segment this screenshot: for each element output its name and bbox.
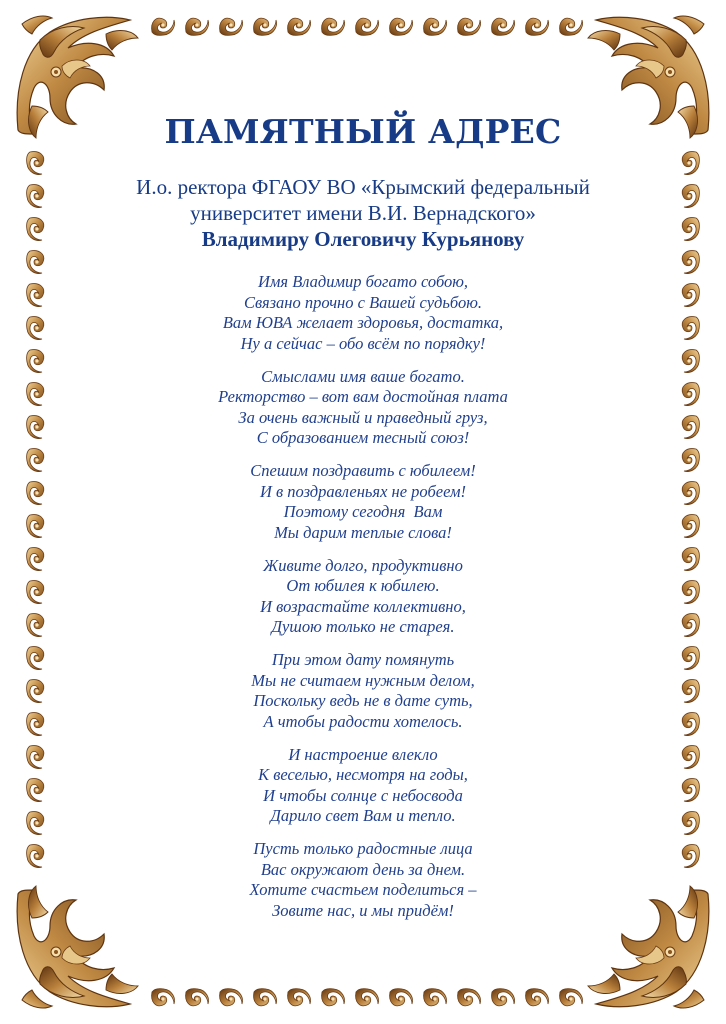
- border-scroll-ornament: [152, 989, 175, 1006]
- border-scroll-ornament: [152, 18, 175, 35]
- border-scroll-ornament: [682, 383, 699, 406]
- border-scroll-ornament: [27, 515, 44, 538]
- border-scroll-ornament: [27, 416, 44, 439]
- poem-line: А чтобы радости хотелось.: [263, 711, 463, 731]
- border-scroll-ornament: [322, 18, 345, 35]
- poem-stanza: [80, 650, 646, 732]
- poem-stanza: [80, 461, 646, 543]
- border-scroll-ornament: [526, 18, 549, 35]
- border-scroll-ornament: [560, 18, 583, 35]
- border-scroll-ornament: [682, 548, 699, 571]
- poem-stanza: [80, 839, 646, 921]
- poem-line: Поэтому сегодня Вам: [283, 502, 443, 521]
- border-scroll-ornament: [27, 713, 44, 736]
- border-scroll-ornament: [492, 989, 515, 1006]
- poem-stanza: [80, 272, 646, 354]
- border-scroll-ornament: [27, 680, 44, 703]
- poem-line: К веселью, несмотря на годы,: [258, 765, 468, 784]
- poem-line: Поскольку ведь не в дате суть,: [253, 691, 473, 710]
- border-scroll-ornament: [27, 647, 44, 670]
- border-scroll-ornament: [682, 185, 699, 208]
- border-scroll-ornament: [682, 647, 699, 670]
- border-scroll-ornament: [288, 18, 311, 35]
- document-title: ПАМЯТНЫЙ АДРЕС: [164, 112, 562, 151]
- border-scroll-ornament: [682, 515, 699, 538]
- border-scroll-ornament: [27, 548, 44, 571]
- border-scroll-ornament: [390, 989, 413, 1006]
- addressee-name: Владимиру Олеговичу Курьянову: [201, 227, 525, 251]
- border-scroll-ornament: [27, 383, 44, 406]
- border-scroll-ornament: [682, 680, 699, 703]
- poem-line: И настроение влекло: [288, 744, 438, 764]
- border-scroll-ornament: [288, 989, 311, 1006]
- poem-line: Смыслами имя ваше богато.: [261, 366, 465, 386]
- poem-line: Ну а сейчас – обо всём по порядку!: [240, 333, 486, 353]
- border-scroll-ornament: [27, 218, 44, 241]
- border-scroll-ornament: [186, 18, 209, 35]
- border-scroll-ornament: [682, 812, 699, 835]
- border-scroll-ornament: [682, 845, 699, 868]
- border-scroll-ornament: [682, 449, 699, 472]
- border-scroll-ornament: [682, 218, 699, 241]
- addressee-block: [80, 174, 646, 252]
- border-scroll-ornament: [27, 350, 44, 373]
- border-scroll-ornament: [682, 779, 699, 802]
- border-scroll-ornament: [27, 845, 44, 868]
- border-top: [152, 18, 583, 35]
- border-scroll-ornament: [682, 416, 699, 439]
- poem-line: Связано прочно с Вашей судьбою.: [244, 292, 482, 312]
- border-scroll-ornament: [27, 185, 44, 208]
- border-scroll-ornament: [27, 581, 44, 604]
- border-scroll-ornament: [682, 746, 699, 769]
- poem-line: Вам ЮВА желает здоровья, достатка,: [222, 313, 504, 332]
- border-scroll-ornament: [254, 18, 277, 35]
- poem-line: Вас окружают день за днем.: [260, 859, 466, 879]
- poem-line: Зовите нас, и мы придём!: [272, 900, 454, 920]
- border-scroll-ornament: [27, 812, 44, 835]
- poem-line: Душою только не старея.: [271, 617, 455, 636]
- border-scroll-ornament: [682, 350, 699, 373]
- border-scroll-ornament: [682, 152, 699, 175]
- border-scroll-ornament: [682, 317, 699, 340]
- border-scroll-ornament: [27, 614, 44, 637]
- border-scroll-ornament: [682, 581, 699, 604]
- poem-line: Мы не считаем нужным делом,: [251, 670, 475, 690]
- poem-stanza: [80, 556, 646, 638]
- border-scroll-ornament: [254, 989, 277, 1006]
- border-scroll-ornament: [220, 989, 243, 1006]
- poem-line: Мы дарим теплые слова!: [274, 522, 452, 542]
- border-scroll-ornament: [682, 614, 699, 637]
- border-scroll-ornament: [356, 18, 379, 35]
- addressee-position-line-1: И.о. ректора ФГАОУ ВО «Крымский федеральный: [136, 175, 590, 199]
- border-scroll-ornament: [27, 746, 44, 769]
- poem-stanza: [80, 367, 646, 449]
- border-scroll-ornament: [322, 989, 345, 1006]
- border-left: [27, 152, 44, 868]
- poem-line: От юбилея к юбилею.: [286, 576, 440, 595]
- border-bottom: [152, 989, 583, 1006]
- border-scroll-ornament: [560, 989, 583, 1006]
- border-scroll-ornament: [27, 449, 44, 472]
- poem-line: И в поздравленьях не робеем!: [259, 481, 467, 501]
- border-scroll-ornament: [492, 18, 515, 35]
- poem-line: При этом дату помянуть: [271, 650, 455, 669]
- border-scroll-ornament: [27, 251, 44, 274]
- certificate-content: [80, 110, 646, 934]
- poem-line: С образованием тесный союз!: [256, 428, 470, 447]
- addressee-position-line-2: университет имени В.И. Вернадского»: [190, 201, 536, 225]
- border-scroll-ornament: [27, 152, 44, 175]
- poem-line: И чтобы солнце с небосвода: [263, 785, 463, 805]
- border-right: [682, 152, 699, 868]
- border-scroll-ornament: [682, 284, 699, 307]
- border-scroll-ornament: [458, 989, 481, 1006]
- poem-line: Хотите счастьем поделиться –: [249, 880, 477, 899]
- border-scroll-ornament: [424, 18, 447, 35]
- poem-line: Ректорство – вот вам достойная плата: [218, 387, 508, 406]
- poem-line: Дарило свет Вам и тепло.: [270, 806, 456, 825]
- border-scroll-ornament: [220, 18, 243, 35]
- border-scroll-ornament: [458, 18, 481, 35]
- border-scroll-ornament: [27, 482, 44, 505]
- border-scroll-ornament: [424, 989, 447, 1006]
- poem-line: Спешим поздравить с юбилеем!: [250, 461, 476, 480]
- border-scroll-ornament: [682, 713, 699, 736]
- border-scroll-ornament: [186, 989, 209, 1006]
- poem-line: Живите долго, продуктивно: [263, 555, 463, 575]
- border-scroll-ornament: [390, 18, 413, 35]
- border-scroll-ornament: [526, 989, 549, 1006]
- poem-line: Имя Владимир богато собою,: [257, 272, 469, 291]
- border-scroll-ornament: [682, 482, 699, 505]
- border-scroll-ornament: [27, 779, 44, 802]
- poem-line: И возрастайте коллективно,: [260, 596, 466, 616]
- border-scroll-ornament: [682, 251, 699, 274]
- poem-line: Пусть только радостные лица: [253, 839, 473, 858]
- poem-stanza: [80, 745, 646, 827]
- border-scroll-ornament: [27, 317, 44, 340]
- poem: [80, 272, 646, 921]
- border-scroll-ornament: [27, 284, 44, 307]
- border-scroll-ornament: [356, 989, 379, 1006]
- poem-line: За очень важный и праведный груз,: [238, 407, 488, 427]
